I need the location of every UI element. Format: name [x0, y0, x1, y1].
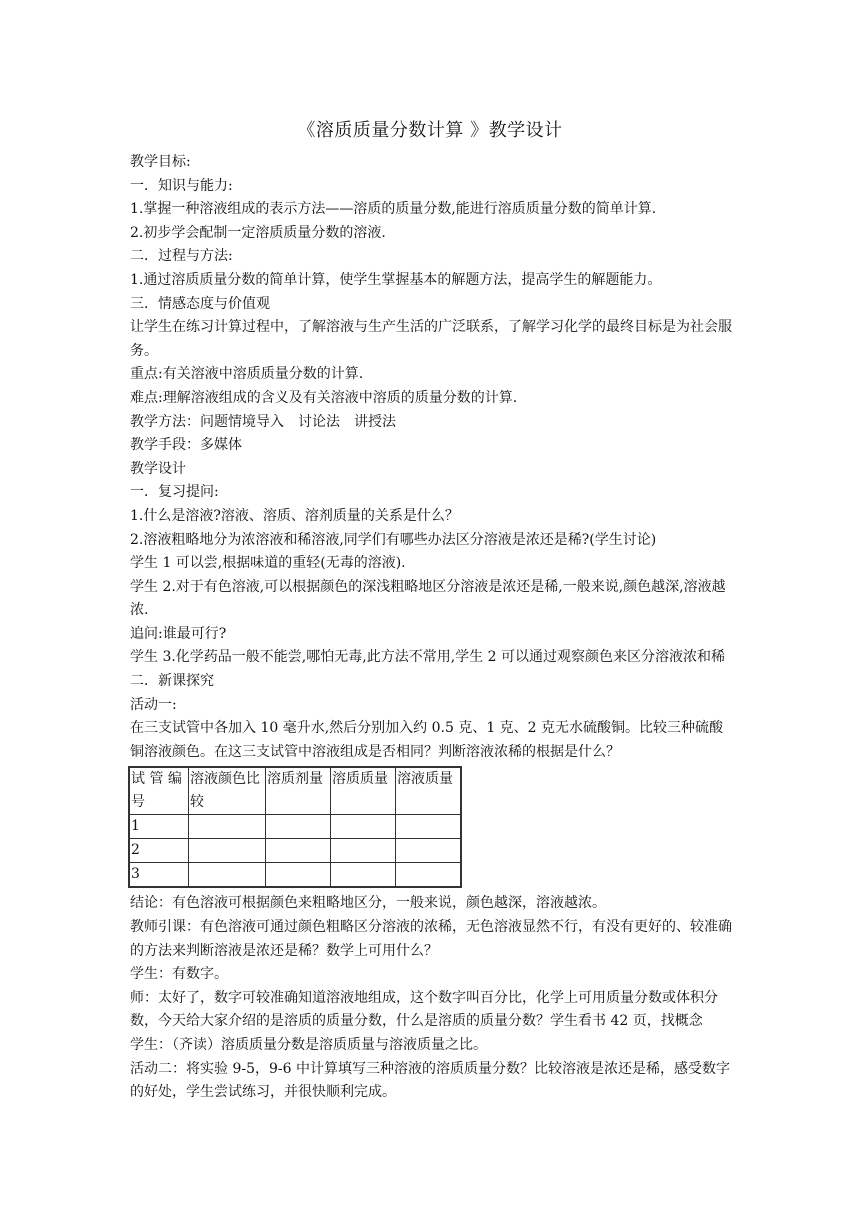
table-cell: [396, 863, 462, 888]
document-body: [130, 151, 736, 1105]
table-cell: [396, 839, 462, 863]
table-cell: [331, 815, 396, 839]
paragraph: 教学方法：问题情境导入 讨论法 讲授法: [130, 413, 396, 430]
paragraph: 重点:有关溶液中溶质质量分数的计算.: [130, 366, 364, 383]
table-cell: [189, 815, 266, 839]
paragraph: 活动二：将实验 9-5，9-6 中计算填写三种溶液的溶质质量分数？比较溶液是浓还是稀，感受数字的好处，学生尝试练习，并很快顺利完成。: [130, 1060, 730, 1101]
table-cell: [331, 863, 396, 888]
table-header-row: [129, 767, 461, 815]
section-heading: 一．复习提问:: [130, 484, 219, 501]
paragraph: 活动一:: [130, 696, 177, 713]
table-row: [129, 839, 461, 863]
paragraph: 追问:谁最可行?: [130, 625, 227, 642]
section-heading: 三．情感态度与价值观: [130, 295, 270, 312]
table-cell: [266, 839, 331, 863]
paragraph: 1.掌握一种溶液组成的表示方法——溶质的质量分数,能进行溶质质量分数的简单计算.: [130, 201, 657, 218]
paragraph: 教学手段：多媒体: [130, 437, 242, 454]
paragraph: 学生：（齐读）溶质质量分数是溶质质量与溶液质量之比。: [130, 1037, 487, 1053]
paragraph: 学生 2.对于有色溶液,可以根据颜色的深浅粗略地区分溶液是浓还是稀,一般来说,颜色越深,溶液越浓.: [130, 578, 726, 619]
table-cell: [189, 863, 266, 888]
paragraph: 学生：有数字。: [130, 966, 228, 983]
paragraph: 在三支试管中各加入 10 毫升水,然后分别加入约 0.5 克、1 克、2 克无水硫酸铜。比较三种硫酸铜溶液颜色。在这三支试管中溶液组成是否相同？判断溶液浓稀的根据是什么？: [130, 720, 724, 760]
table-header-cell: 溶液质量: [396, 767, 462, 815]
paragraph: 学生 3.化学药品一般不能尝,哪怕无毒,此方法不常用,学生 2 可以通过观察颜色来区分溶液浓和稀: [130, 649, 725, 666]
table-cell: [189, 839, 266, 863]
paragraph: 1.通过溶质质量分数的简单计算，使学生掌握基本的解题方法，提高学生的解题能力。: [130, 271, 662, 288]
table-row: [129, 863, 461, 888]
paragraph: 学生 1 可以尝,根据味道的重轻(无毒的溶液).: [130, 555, 406, 572]
paragraph: 教师引课：有色溶液可通过颜色粗略区分溶液的浓稀，无色溶液显然不行，有没有更好的、较准确的方法来判断溶液是浓还是稀？数学上可用什么？: [130, 919, 732, 959]
table-header-cell: 溶液颜色比较: [189, 767, 266, 815]
table-cell: 2: [129, 839, 189, 863]
table-cell: 1: [129, 815, 189, 839]
table-cell: [396, 815, 462, 839]
table-row: [129, 815, 461, 839]
observation-table: [128, 766, 462, 888]
table-cell: [331, 839, 396, 863]
paragraph: 2.溶液粗略地分为浓溶液和稀溶液,同学们有哪些办法区分溶液是浓还是稀?(学生讨论): [130, 531, 657, 548]
paragraph: 2.初步学会配制一定溶质质量分数的溶液.: [130, 224, 386, 241]
table-cell: 3: [129, 863, 189, 888]
paragraph: 1.什么是溶液?溶液、溶质、溶剂质量的关系是什么？: [130, 507, 459, 524]
paragraph: 师：太好了，数字可较准确知道溶液地组成，这个数字叫百分比，化学上可用质量分数或体积分数，今天给大家介绍的是溶质的质量分数，什么是溶质的质量分数？学生看书 42 页，找概念: [130, 989, 718, 1030]
table-cell: [266, 815, 331, 839]
table-header-cell: 试 管 编号: [129, 767, 189, 815]
section-heading: 教学设计: [130, 460, 186, 477]
paragraph: 结论：有色溶液可根据颜色来粗略地区分，一般来说，颜色越深，溶液越浓。: [130, 895, 606, 912]
table-header-cell: 溶质质量: [331, 767, 396, 815]
table-header-cell: 溶质剂量: [266, 767, 331, 815]
document-title: 《溶质质量分数计算 》教学设计: [297, 120, 563, 141]
paragraph: 难点:理解溶液组成的含义及有关溶液中溶质的质量分数的计算.: [130, 389, 518, 406]
paragraph: 教学目标:: [130, 154, 191, 170]
section-heading: 二．新课探究: [130, 673, 214, 690]
section-heading: 二．过程与方法:: [130, 248, 233, 265]
paragraph: 让学生在练习计算过程中，了解溶液与生产生活的广泛联系，了解学习化学的最终目标是为社会服务。: [130, 319, 732, 359]
table-cell: [266, 863, 331, 888]
section-heading: 一．知识与能力:: [130, 177, 233, 194]
